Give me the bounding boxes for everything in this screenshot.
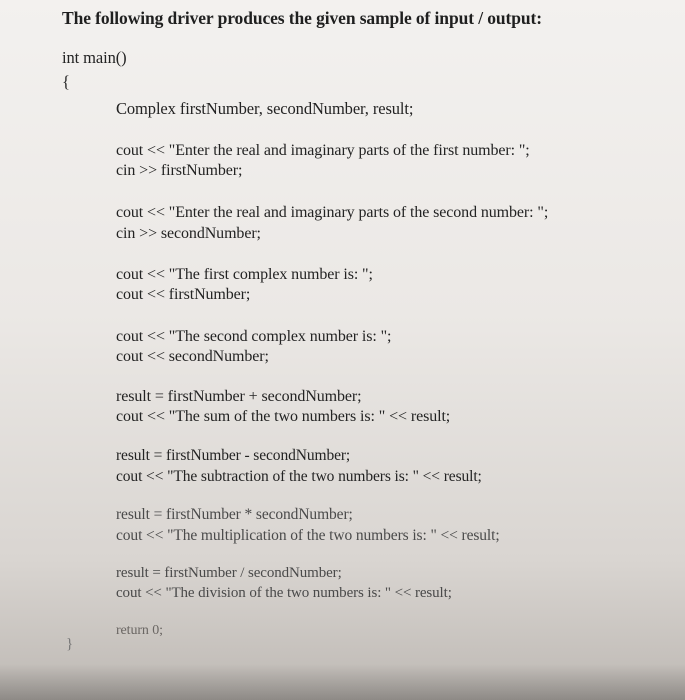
code-close-brace: } [66,636,74,652]
code-signature: int main() [62,48,127,67]
code-line: cout << secondNumber; [116,348,269,365]
code-line: cout << "The multiplication of the two numbers is: " << result; [116,527,500,544]
code-line: result = firstNumber - secondNumber; [116,447,351,464]
code-line: cin >> secondNumber; [116,225,261,242]
code-line: result = firstNumber / secondNumber; [116,565,342,581]
code-open-brace: { [62,72,70,91]
code-line: cout << "Enter the real and imaginary parts of the first number: "; [116,142,530,159]
code-line: cout << "The subtraction of the two numbers is: " << result; [116,468,482,485]
code-line: cout << "The division of the two numbers is: " << result; [116,585,452,601]
code-line: cout << "The sum of the two numbers is: " << result; [116,408,451,425]
document-heading: The following driver produces the given sample of input / output: [62,8,542,28]
photo-shadow [0,664,685,700]
code-line: return 0; [116,623,163,638]
code-line: cin >> firstNumber; [116,162,243,179]
code-line: result = firstNumber * secondNumber; [116,506,353,523]
code-line: cout << "Enter the real and imaginary parts of the second number: "; [116,204,549,221]
code-line: cout << "The first complex number is: "; [116,266,373,283]
code-line: cout << firstNumber; [116,286,251,303]
code-line: Complex firstNumber, secondNumber, result; [116,99,414,118]
code-line: cout << "The second complex number is: "; [116,328,392,345]
code-line: result = firstNumber + secondNumber; [116,388,362,405]
